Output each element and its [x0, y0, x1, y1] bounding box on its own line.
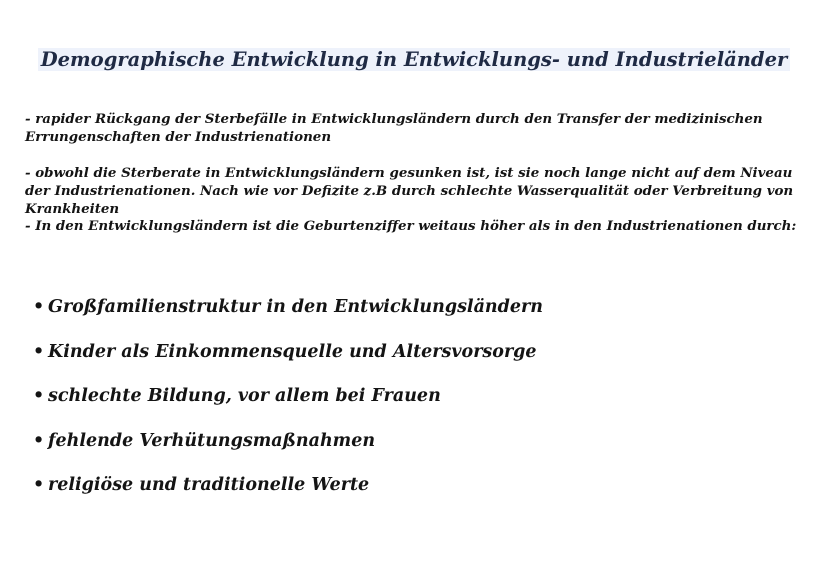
- list-item-text: religiöse und traditionelle Werte: [48, 475, 370, 496]
- bullet-list: [33, 294, 543, 517]
- bullet-icon: •: [33, 341, 45, 362]
- list-item-text: Kinder als Einkommensquelle und Altersvorsorge: [48, 341, 537, 362]
- list-item-text: Großfamilienstruktur in den Entwicklungsländern: [48, 297, 543, 317]
- document-title: [0, 47, 828, 73]
- bullet-icon: •: [33, 297, 45, 317]
- bullet-icon: •: [33, 475, 45, 496]
- list-item-text: fehlende Verhütungsmaßnahmen: [48, 430, 376, 451]
- list-item: [33, 383, 543, 428]
- paragraph-mortality-rate: - obwohl die Sterberate in Entwicklungsländern gesunken ist, ist sie noch lange nicht auf dem Niveau der Industrienationen. Nach wie vor Defizite z.B durch schlechte Wasserqualität oder Verbreitung von Krankheiten: [25, 165, 794, 217]
- list-item: [33, 428, 543, 473]
- bullet-icon: •: [33, 386, 45, 407]
- document-title-text: Demographische Entwicklung in Entwicklungs- und Industrieländer: [38, 48, 791, 71]
- list-item-text: schlechte Bildung, vor allem bei Frauen: [48, 386, 441, 407]
- list-item: [33, 294, 543, 339]
- paragraph-birth-rate: - In den Entwicklungsländern ist die Geburtenziffer weitaus höher als in den Industrienationen durch:: [25, 218, 797, 234]
- bullet-icon: •: [33, 430, 45, 451]
- paragraph-mortality-decline: - rapider Rückgang der Sterbefälle in Entwicklungsländern durch den Transfer der medizinischen Errungenschaften der Industrienationen: [25, 111, 763, 145]
- list-item: [33, 472, 543, 517]
- list-item: [33, 339, 543, 384]
